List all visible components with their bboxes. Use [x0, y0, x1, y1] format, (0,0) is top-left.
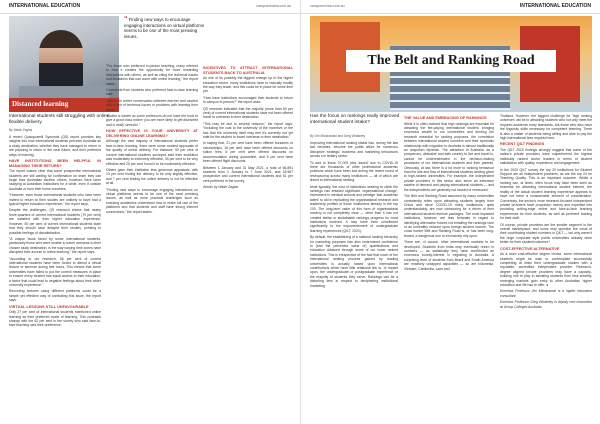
section-heading: THE VALUE AND EMBRACING OF RANKINGS	[404, 116, 487, 120]
paragraph: The QILT 2020 findings strongly suggest that some of the nation's private providers have outperformed the highest nationally ranked sector leaders in terms of student satisfaction with quality, experience and engagement.	[500, 148, 592, 166]
paragraph: While it is often claimed that high rankings are essential for attracting the fee-paying international student, bringing enormous wealth to our universities and funding the research essential for ranking purposes, the correlation between international student numbers and their symbiotic relationship with migration to Australia is almost traditionally an unspoken dynamic. The attraction of Australia, as a prosperous, desirable and safe country to live and travel in, cannot be underestimated in the decision-making processes of our international students and their parents. Obviously, at law, there is a lot more to ranking behaviour than the bits and flow of international students landing given to high-ranked universities. For example, the independent private providers in this sector also serve an extensive swathe of demand and paying international students — and the independents are generally not ranked or measured.	[404, 121, 494, 192]
paragraph: The report makes clear that some prospective international students are still waiting for confirmation on when they can begin their Australian studies; others, however, have been studying at Australian institutions for a while, even if outside Australia or from their home countries.	[9, 169, 101, 191]
right-column-2	[404, 114, 494, 273]
paragraph: "Online is harder as some professors do not have the tools to give a good class online; you are more likely to get distracted and is really stressful."	[106, 114, 198, 127]
paragraph: "This may be due to several reasons," the report says. "Including the cost to the university of the incentive or the fact that the university itself may feel it's currently not yet safe for the student to travel overseas to their destination."	[203, 121, 293, 140]
section-heading: INCENTIVES TO ATTRACT INTERNATIONAL STUDENTS BACK TO AUSTRALIA	[203, 66, 293, 75]
paragraph: Improving international ranking status has, during the last two decades, become the public allure for numerous disruptive 'strategic' business and marketing behaviours across our tertiary sector.	[310, 141, 398, 159]
paragraph: Of course, private providers are the smaller segment in the overall marketplace, and some may question the costs of their contributing student numbers in QILT — but why weren't the huge corporate style public universities actually done better for their student/customer?	[500, 222, 592, 245]
paragraph: To add to those 37,000 jobs 'saved' due to COVID-19 there are thousands of other professional academic positions which have been lost during the recent round of restructuring across many institutions — all of which are linked to international ranking.	[310, 160, 398, 183]
article-title: The Belt and Ranking Road	[346, 50, 556, 72]
article-byline: By Jim Mioskowski and Greg Whateley	[310, 134, 366, 138]
paragraph: Comments from students who preferred face-to-face learning said:	[106, 88, 198, 97]
right-column-3	[500, 114, 592, 311]
paragraph: "According to our research, 56 per cent of current international students have been forced to attend a virtual lecture or seminar during late hours. This means that some universities have failed to put the correct measures in place to ensure every student has equal access to their education, a factor that could lead to negative feelings about their wider university experience."	[9, 256, 101, 287]
paragraph: The Belt and Ranking Road assumed by many universities consistently relies upon attracting students largely from China and since COVID-19 many institutions, quite understandably, are now clamouring for a return of their international student revenue packages. The most impacted institutions, however, are less fortunate in regard to identifying alternative futures not entailing the rankings race or an unhealthy reliance upon foreign student income. The cross border Belt and Ranking Road is, or has been long-feared, a dangerous one to exclusively rely upon.	[404, 194, 494, 238]
distanced-learning-hero-image	[9, 16, 119, 112]
left-site-url: campusreview.com.au	[256, 4, 291, 8]
paragraph: Only 27 per cent of international students mentioned online learning as their preferred mode of learning. This contrasts sharply with the 62 per cent in the survey who said face-to-face teaching was their preference.	[9, 310, 101, 328]
left-section-label: INTERNATIONAL EDUCATION	[9, 3, 81, 9]
left-column-2	[106, 64, 198, 216]
author-bio: Emeritus Professor Jim Mioskowski is a higher education consultant.	[500, 289, 592, 298]
section-heading: COST-EFFECTIVE ALTERNATIVE	[500, 246, 560, 251]
paragraph: "For those who preferred in-person teaching, many referred to how it creates the opportunity for more rewarding interactions with others, as well as citing the technical issues and limitations that can come with online learning," the report states.	[106, 64, 198, 86]
paragraph: "However, even those international students who have been invited to return to their studies are unlikely to have had a typical higher education experience," the report says.	[9, 193, 101, 207]
right-column-1	[310, 141, 398, 290]
author-bio: Emeritus Professor Greg Whateley is deputy vice-chancellor at Group Colleges Australia.	[500, 300, 592, 309]
right-site-url: campusreview.com.au	[310, 4, 345, 8]
article-banner-title: Distanced learning	[9, 98, 119, 112]
belt-ranking-hero-image	[310, 16, 592, 112]
paragraph: Thailand. However, the biggest challenge for 'high ranking universes' will be in attracting students who not only meet the required academic entry standards, but those who also have the linguistic skills necessary for competent learning. There is also a matter of students being willing and able to pay the high international fees required here.	[500, 114, 592, 141]
paragraph: In saying that, 21 per cent have been offered bursaries or scholarships, 16 per cent have been offered discounts on tuition fees, 6 per cent were offered discounts on accommodation during quarantine, and 6 per cent have been offered flight discounts.	[203, 141, 293, 164]
pull-quote	[124, 17, 208, 39]
paragraph: "A unique issue faced by some international students, particularly those who were unable to travel overseas to their chosen study destination, is the way varying time zones have disrupted their access to online learning," the report says.	[9, 236, 101, 255]
section-heading: VIRTUAL LESSONS STILL UNFAVOURABLE	[9, 304, 89, 309]
footer-credit: Words by Wade Zaglas	[203, 185, 239, 190]
paragraph: QS research indicated that the majority (more than 60 per cent) of current international students have not been offered travel to overseas to their destination.	[203, 106, 293, 120]
paragraph: Between 1 January and 31 May 2021, a total of 66,891 students from 1 January to 7 June 2021, and 18,987 prospective and current international students and 61 per cent preferred in the survey.	[203, 165, 293, 183]
left-running-head	[0, 0, 300, 14]
article-byline: By Wade Zaglas	[9, 128, 33, 132]
quote-icon: “	[124, 16, 128, 23]
left-column-1	[9, 135, 101, 330]
paragraph: By default, the establishing of a national ranking hierarchy for marketing purposes has also undermined confidence in (and the perceived value of) qualifications and education obtained through some of our lower ranked institutions. This is irrespective of the fact that much of the international ranking process gained by leading universities is actually based upon international contributions which have little relational link to, or impact upon, the undergraduate or postgraduate experience of the majority of students they serve. Rankings can be a distorting lens in respect to deciphering institutional marketing.	[310, 235, 398, 288]
right-section-label: INTERNATIONAL EDUCATION	[519, 3, 591, 9]
paragraph: A recent Quacquarelli Symonds (QS) report provides key insights into how international students perceive Australia as a study destination, whether they have managed to return or are planning to return in the near future, and their preferred ways of learning.	[9, 135, 101, 157]
section-heading: RECENT QILT FINDINGS	[500, 142, 545, 147]
paragraph: As one of its possibly the biggest change up to the higher education sector, many institutions have to radically modify the way they teach, and this could be in place for some time yet.	[203, 76, 293, 94]
right-running-head	[301, 0, 600, 14]
article-subhead: Has the focus on rankings really improved international student intake?	[310, 114, 400, 125]
paragraph: "Allows for better conversation between teacher and student with a lack of technical issues or problems with learning from home."	[106, 98, 198, 112]
paragraph: "How have institutions encouraged their students to return to campus in-person?" the report asks.	[203, 95, 293, 105]
paragraph: As a more cost-effective degree choice, some international students might be wise to contemplate successfully completing at least their undergraduate studies with a reputable, accredited independent provider. Research-degree aligned private providers may have a capacity-building role to play in assisting students from less wealthy, emerging markets gain entry to other Australian higher education and life has to offer. ●	[500, 252, 592, 287]
pull-quote-text: Finding new ways to encourage engaging interactions on virtual platforms seems to be one of the most pressing issues.	[124, 17, 205, 39]
paragraph: "Finding new ways to encourage engaging interactions on virtual platforms seems to be one of the most pressing issues, as well as more practical challenges such as ensuring academics understand how to make full use of the platforms and that students and staff have strong internet connections," the report states.	[106, 187, 198, 214]
paragraph: Others gave their institution less generous appraisals, with 13 per cent finding the delivery to be only slightly effective, and 7 per cent finding the online delivery to not be effective at all.	[106, 167, 198, 186]
paragraph: There are, of course, other international markets to be developed. Students from India may eventually return in numbers — as statistically they have contributed an enormous bounty-interest in migrating to Australia. A surprising level of students from Brazil and South America are relatively untapped capacities — so are Indonesia, Vietnam, Cambodia, Laos and	[404, 240, 494, 271]
paragraph: Most typically, the cost of institutions seeking to climb the rankings has entailed significant 'organisational change', investment in medical schools and prestige 'star academic talent' to aid in replicating the organisational research and leadership profiles of those institutions already in the top 100. The long-term value of this form of organisational mimicry is not completely clear — other than it has not created stellar or sustainable rankings progress for most institutions involved. It may have even contributed significantly to the impoverishment of undergraduate learning experiences (QILT, 2020).	[310, 184, 398, 233]
student-figure	[39, 30, 83, 90]
section-heading: HOW EFFECTIVE IS YOUR UNIVERSITY AT DELIVERING ONLINE LEARNING?	[106, 129, 198, 138]
section-heading: HAVE INSTITUTIONS BEEN HELPFUL IN MANAGING THEIR RETURN?	[9, 159, 101, 168]
paragraph: Although the vast majority of international students prefer face-to-face learning, there were some modest approvals of the quality of online delivery. For instance, 52 per cent of current international students surveyed said their institution was moderately to extremely effective, 34 per cent to be very effective and 26 per cent found it to be moderately effective.	[106, 139, 198, 166]
left-column-3	[203, 64, 293, 192]
paragraph: In the 2020 QILT survey the top 20 institutions for Student Support are all independent providers, as are the top 24 for Teaching Quality. This is an important outcome. Whilst a ranking can, at times, often focus may have been seen as essential for attracting international student interest, the reality of the actual student learning experience appears to have not been a considerable element of consideration. Conversely, the sector's more research-focused independent private providers have propulsion money and expertise into providing cutting-edge online and face-to-face learning experiences for their students, as well as pertinent training for their staff.	[500, 167, 592, 221]
article-subhead: International students still struggling with online, flexible delivery.	[9, 114, 111, 125]
paragraph: Despite the challenges, QS research shows that nearly three-quarters of current international students (70 per cent) are satisfied with their higher education experience. However, 50 per cent of current international students state that they should have delayed their studies, pointing to possible feelings of dissatisfaction.	[9, 208, 101, 235]
right-page	[300, 0, 600, 424]
paragraph: Recording lectures using different platforms could be a simple yet effective way of combating this issue, the report says.	[9, 289, 101, 303]
